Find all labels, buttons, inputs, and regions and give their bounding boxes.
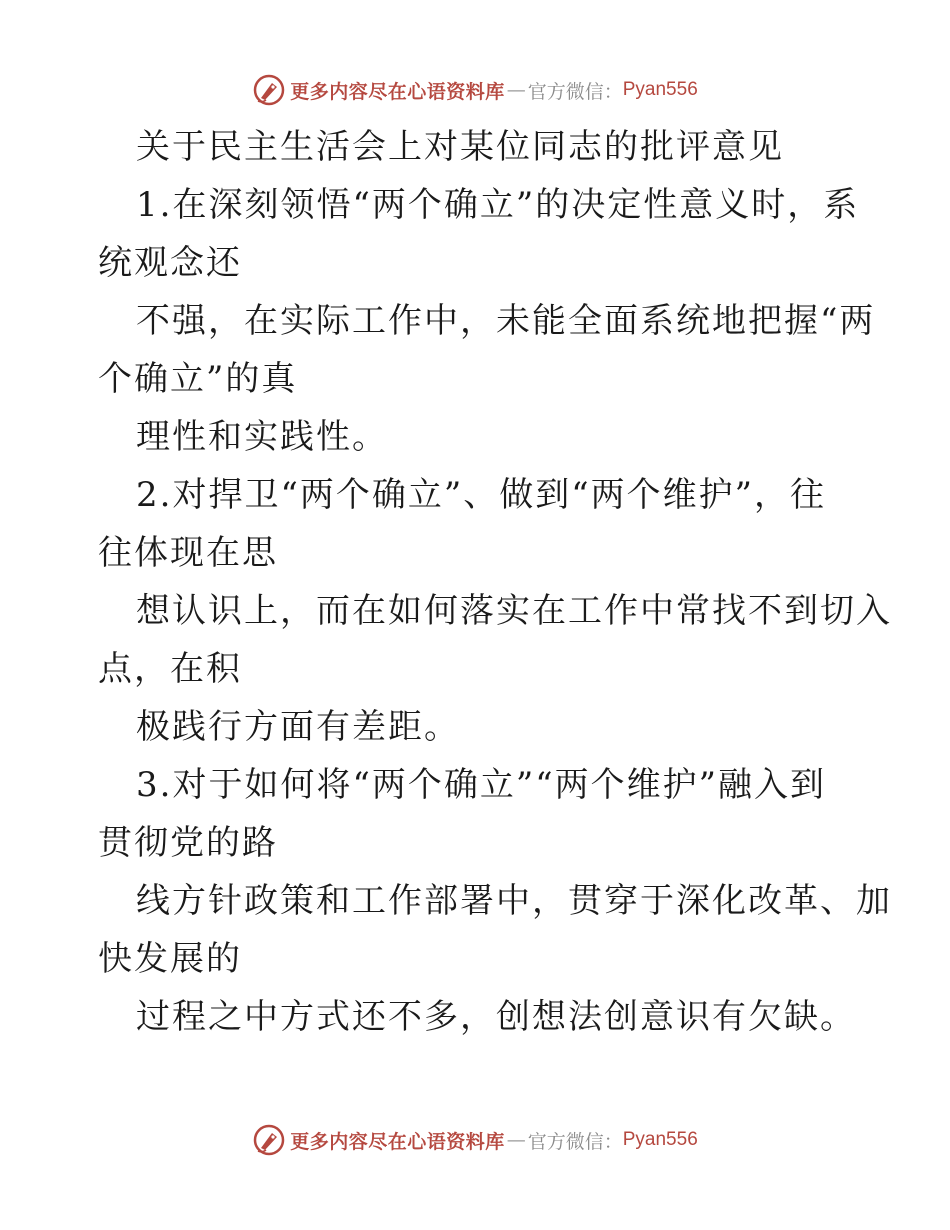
paragraph-line: 理性和实践性。: [136, 417, 388, 457]
paragraph-line: 极践行方面有差距。: [136, 707, 460, 747]
paragraph-line: 1.在深刻领悟“两个确立”的决定性意义时，系: [136, 185, 860, 225]
banner-wechat-id: Pyan556: [622, 79, 698, 100]
paragraph-line: 个确立”的真: [98, 359, 298, 399]
paragraph-line: 往体现在思: [98, 533, 278, 573]
paragraph-line: 想认识上，而在如何落实在工作中常找不到切入: [136, 591, 892, 631]
banner-brand-text: 更多内容尽在心语资料库: [290, 1130, 505, 1153]
banner-official-label: 官方微信：: [527, 80, 623, 103]
banner-dash: —: [506, 79, 526, 101]
header-watermark-banner: [0, 70, 950, 110]
paragraph-line: 点，在积: [98, 649, 242, 689]
paragraph-line: 不强，在实际工作中，未能全面系统地把握“两: [136, 301, 876, 341]
paragraph-line: 线方针政策和工作部署中，贯穿于深化改革、加: [136, 881, 892, 921]
paragraph-line: 统观念还: [98, 243, 242, 283]
paragraph-line: 3.对于如何将“两个确立”“两个维护”融入到: [136, 765, 826, 805]
pen-nib-logo-icon: [252, 73, 286, 107]
paragraph-line: 快发展的: [98, 939, 242, 979]
footer-watermark-banner: [0, 1120, 950, 1160]
banner-brand-text: 更多内容尽在心语资料库: [290, 80, 505, 103]
pen-nib-logo-icon: [252, 1123, 286, 1157]
document-body: [98, 118, 892, 1046]
paragraph-line: 过程之中方式还不多，创想法创意识有欠缺。: [136, 997, 856, 1037]
paragraph-line: 贯彻党的路: [98, 823, 278, 863]
banner-dash: —: [506, 1129, 526, 1151]
paragraph-line: 2.对捍卫“两个确立”、做到“两个维护”，往: [136, 475, 826, 515]
banner-official-label: 官方微信：: [527, 1130, 623, 1153]
document-title: 关于民主生活会上对某位同志的批评意见: [136, 127, 784, 167]
banner-wechat-id: Pyan556: [622, 1129, 698, 1150]
